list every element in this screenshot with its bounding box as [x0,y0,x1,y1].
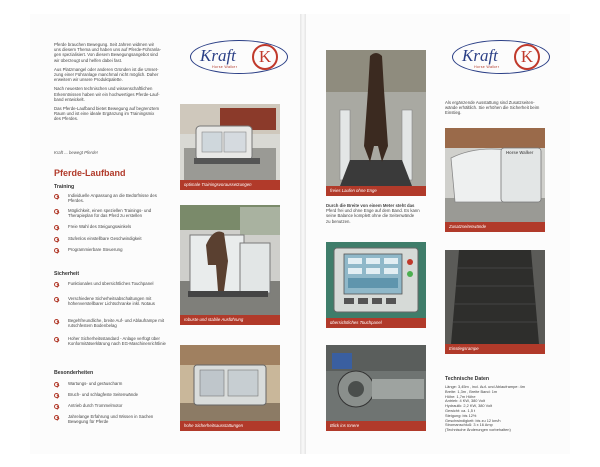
intro-line: Das Pferde-Laufband bietet Bewegung auf begrenztem [54,106,160,112]
section-heading-besonderheiten: Besonderheiten [54,370,94,376]
list-item: Möglichkeit, einen speziellen Trainings- und Therapieplan für das Pferd zu erstellen [54,208,174,218]
text-line: Pferd frei und ohne Enge auf dem Band. Es kann [326,208,420,214]
caption: freies Laufen ohne Enge [326,186,426,196]
check-icon [54,194,59,199]
check-icon [54,319,59,324]
text-line: seine Balance komplett ohne die Seitenwände [326,213,415,219]
tech-title: Technische Daten [445,376,490,382]
section-heading-sicherheit: Sicherheit [54,271,80,277]
check-icon [54,393,59,398]
extras-text [445,100,549,116]
spec-line: Geschwindigkeit: bis zu 12 km/h [445,417,501,423]
signature: Kraft ... bewegt Pferde! [54,150,98,155]
page-title: Pferde-Laufband [54,168,126,178]
list-item: Individuelle Anpassung an die Bedürfnisse des Pferdes. [54,193,174,203]
caption: Blick ins Innere [326,421,426,431]
check-icon [54,248,59,253]
photo-ramp [445,250,545,344]
photo-treadmill-outdoor [180,104,280,180]
spec-line: Antrieb: 4 KW, 380 Volt [445,398,486,404]
check-icon [54,337,59,342]
check-icon [54,225,59,230]
spec-line: Stromanschluß: 3 x 16 Amp [445,422,493,428]
intro-line: wir überzeugt und helfen dabei fast. [54,57,123,63]
intro-line: gen spezialisiert. Von diesem Bewegungsangebot sind [54,52,158,58]
check-icon [54,282,59,287]
caption: hohe Sicherheitsausstattungen [180,421,280,431]
list-item: Freie Wahl des Steigungswinkels [54,224,174,229]
photo-treadmill-horse [180,205,280,315]
caption: Zusatzseitenwände [445,222,545,232]
tech-specs [445,385,555,433]
list-item: Funktionales und übersichtliches Touchpanel [54,281,174,286]
text-line: Durch die Breite von einem Meter steht das [326,203,415,208]
caption: Einstiegsrampe [445,344,545,354]
check-icon [54,415,59,420]
photo-touchpanel [326,242,426,318]
intro-line: des Pferdes. [54,116,79,122]
intro-line: uns diesem Thema und haben uns auf Pferde-Führanla- [54,47,161,53]
intro-line: band entwickelt. [54,96,85,102]
list-item: Hoher Sicherheitsstandard - Anlage verfügt über Konformitätserklärung nach EG-Maschinenrichtlinie [54,336,174,346]
intro-line: zung einer Führanlage manchmal nicht möglich. Daher [54,72,159,78]
intro-text [54,42,176,122]
page-fold [300,14,306,454]
intro-line: Raum und ist eine ideale Ergänzung im Trainingsmix [54,111,155,117]
intro-line: Aus Platzmangel oder anderen Gründen ist die Umset- [54,66,159,72]
spec-line: Länge: 3,45m , incl. Auf- und Ablauframpe: 4m [445,384,526,389]
intro-line: Erkenntnissen haben wir ein hochwertiges Pferde-Lauf- [54,91,160,97]
check-icon [54,209,59,214]
intro-line: erweitern wir unsere Produktpalette. [54,77,123,83]
section-heading-training: Training [54,184,75,190]
intro-line: Pferde brauchen Bewegung. Seit Jahren widmen wir [54,42,155,47]
photo-side-walls [445,128,545,222]
list-item: Bruch- und schlagfeste Seitenwände [54,392,174,397]
list-item: Jahrelange Erfahrung und Wissen in Sachen Bewegung für Pferde [54,414,174,424]
spec-line: (Technische Änderungen vorbehalten) [445,427,511,433]
intro-line: Nach neuesten technischen und wissenschaftlichen [54,86,153,92]
text-line: Einstieg. [445,110,462,116]
check-icon [54,404,59,409]
photo-interior [326,345,426,421]
list-item: Wartungs- und geräuscharm [54,381,174,386]
spec-line: Gewicht: ca. 1,5 t [445,407,476,413]
caption: übersichtliches Touchpanel [326,318,426,328]
spec-line: Hydraulik: 2,2 KW, 380 Volt [445,403,493,409]
caption: robuste und stabile Ausführung [180,315,280,325]
list-item: Programmierbare Steuerung [54,247,174,252]
text-line: zu benutzen. [326,218,351,224]
caption: optimale Trainingsvoraussetzungen [180,180,280,190]
kraft-logo: Kraft K Horse Walker [452,38,552,78]
list-item: Antrieb durch Trommelmotor [54,403,174,408]
check-icon [54,382,59,387]
spec-line: Höhe: 1,7m Höhe [445,393,476,399]
check-icon [54,237,59,242]
spec-line: Breite: 1,3m , Breite Band: 1m [445,388,498,394]
list-item: Begehfreundliche, breite Auf- und Ablauframpe mit rutschfestem Bodenbelag [54,318,174,328]
kraft-logo: Kraft K Horse Walker [190,38,290,78]
photo-horse-treadmill [326,50,426,186]
list-item: Verschiedene Sicherheitsabschaltungen mit höhenverstellbarer Lichtschranke inkl. Notaus [54,296,174,306]
text-line: wände erhältlich. Sie erhöhen die Sicherheit beim [445,105,540,111]
photo-treadmill-hall [180,345,280,421]
text-line: Als ergänzende Ausstattung sind Zusatzseiten- [445,100,535,105]
spec-line: Steigung: bis 12% [445,412,477,418]
list-item: Stufenlos einstellbare Geschwindigkeit [54,236,174,241]
width-text [326,203,432,224]
panel-label: Horse Walker [506,150,534,155]
check-icon [54,297,59,302]
